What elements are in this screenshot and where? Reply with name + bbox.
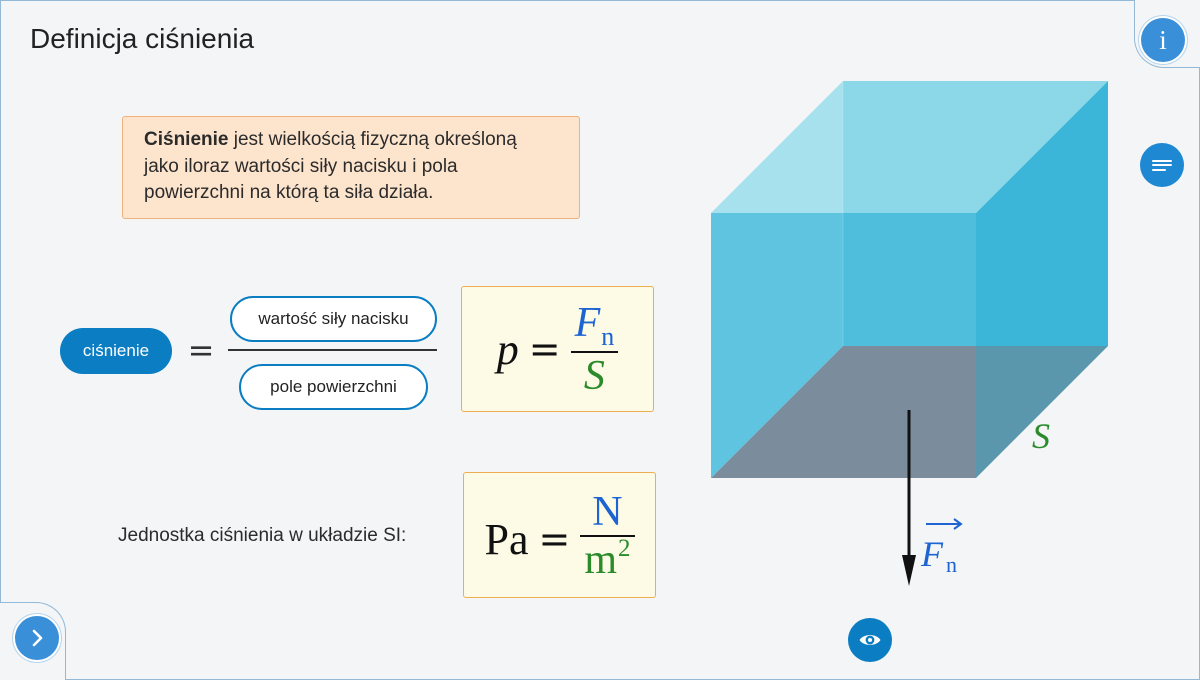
definition-line: jako iloraz wartości siły nacisku i pola (144, 155, 458, 177)
menu-icon (1152, 157, 1172, 173)
info-button[interactable] (1141, 18, 1185, 62)
force-label-subscript: n (946, 552, 957, 577)
definition-box (122, 116, 580, 219)
unit-equals: = (538, 517, 571, 561)
chevron-right-icon (27, 628, 47, 648)
unit-numerator: N (592, 489, 623, 535)
formula-equals: = (528, 327, 561, 371)
unit-label: Jednostka ciśnienia w układzie SI: (118, 525, 407, 546)
force-arrow-head (902, 555, 916, 586)
definition-text: jest wielkością fizyczną określoną (233, 129, 517, 150)
pressure-formula-box (461, 286, 654, 412)
cube-illustration (700, 70, 1120, 600)
cube-bottom-face-side (976, 346, 1108, 478)
unit-denominator-base: m (584, 537, 617, 583)
force-symbol: F (574, 299, 601, 346)
menu-button[interactable] (1140, 143, 1184, 187)
force-subscript: n (601, 321, 615, 351)
word-formula-equals: = (187, 331, 215, 369)
surface-label: S (1032, 416, 1050, 456)
menu-icon-line (1152, 169, 1166, 171)
definition-line (144, 127, 579, 154)
word-formula-lhs-pill: ciśnienie (60, 328, 172, 374)
formula-denominator: S (583, 352, 605, 399)
page-title: Definicja ciśnienia (30, 23, 255, 54)
unit-denominator-exponent: 2 (618, 535, 631, 562)
cube-front-face-back (843, 213, 976, 346)
word-formula-numerator-pill: wartość siły nacisku (230, 296, 437, 342)
pressure-symbol: p (496, 324, 519, 374)
next-button[interactable] (15, 616, 59, 660)
unit-formula-box (463, 472, 656, 598)
eye-icon (858, 628, 882, 652)
word-formula-denominator-pill: pole powierzchni (239, 364, 428, 410)
reveal-button[interactable] (848, 618, 892, 662)
menu-icon-line (1152, 160, 1172, 162)
unit-fraction (580, 489, 634, 589)
definition-term: Ciśnienie (144, 129, 229, 150)
unit-denominator (580, 537, 634, 589)
word-formula-fraction-bar (228, 349, 437, 351)
formula-numerator (571, 300, 619, 351)
formula-fraction (571, 300, 619, 399)
info-icon: i (1159, 24, 1167, 55)
menu-icon-line (1152, 164, 1172, 166)
definition-line: powierzchni na którą ta siła działa. (144, 182, 434, 203)
force-label: F (921, 534, 943, 574)
unit-symbol: Pa (484, 514, 529, 564)
cube-top-face (711, 81, 843, 213)
